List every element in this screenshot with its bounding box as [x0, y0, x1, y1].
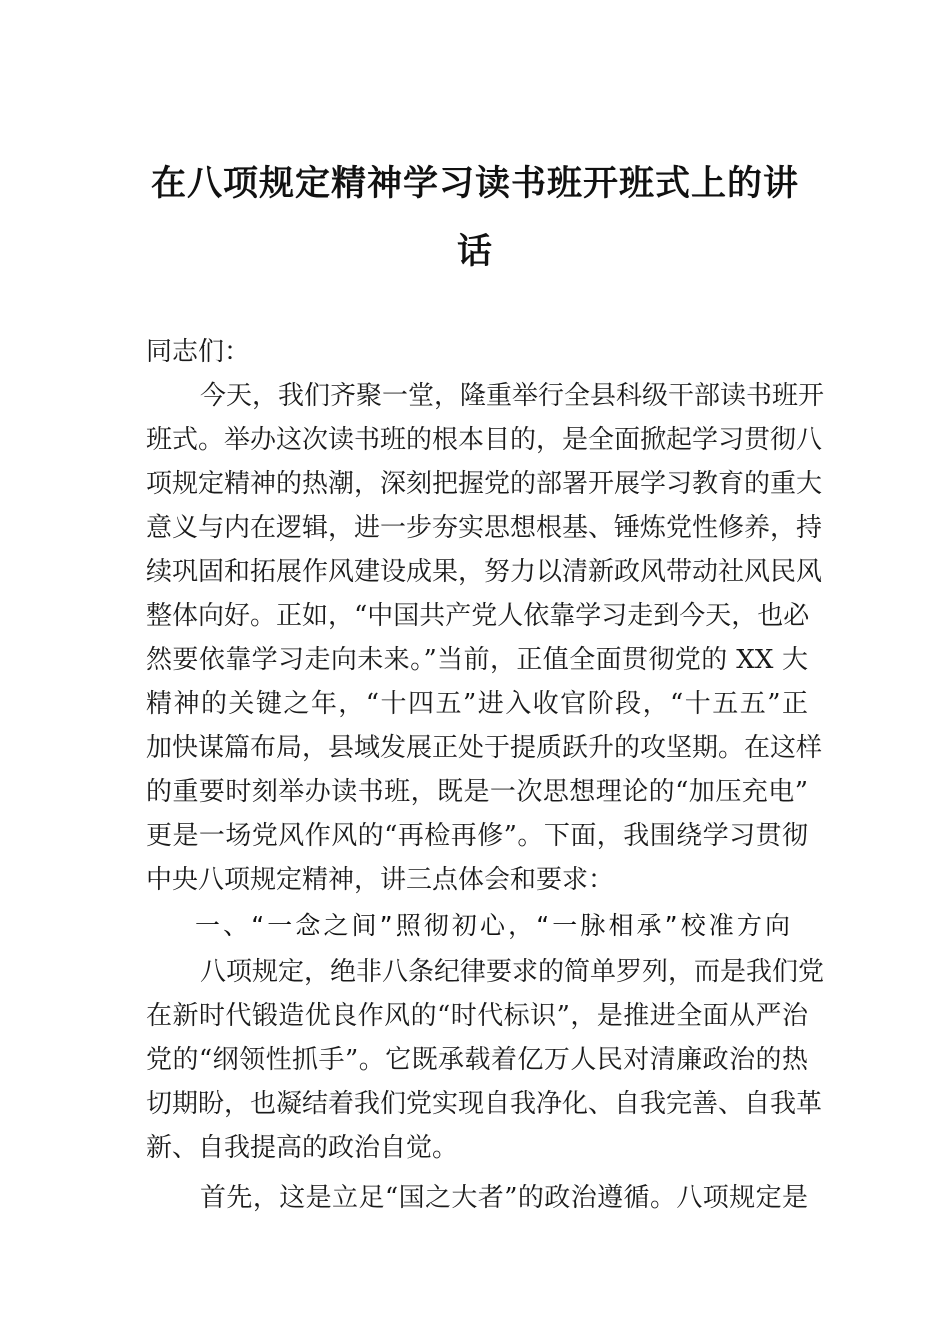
- paragraph-line: 然要依靠学习走向未来。”当前，正值全面贯彻党的 XX 大: [146, 645, 808, 675]
- paragraph-line: 今天，我们齐聚一堂，隆重举行全县科级干部读书班开: [200, 381, 825, 411]
- paragraph-line: 的重要时刻举办读书班，既是一次思想理论的“加压充电”: [146, 777, 808, 807]
- paragraph-line: 切期盼，也凝结着我们党实现自我净化、自我完善、自我革: [146, 1089, 823, 1119]
- paragraph-line: 更是一场党风作风的“再检再修”。下面，我围绕学习贯彻: [146, 821, 808, 851]
- paragraph-line: 八项规定，绝非八条纪律要求的简单罗列，而是我们党: [200, 957, 825, 987]
- salutation: 同志们：: [146, 337, 251, 367]
- document-title-line-1: 在八项规定精神学习读书班开班式上的讲: [150, 164, 799, 204]
- paragraph-line: 新、自我提高的政治自觉。: [146, 1133, 459, 1163]
- paragraph-line: 精神的关键之年，“十四五”进入收官阶段，“十五五”正: [146, 689, 808, 719]
- paragraph-line: 党的“纲领性抓手”。它既承载着亿万人民对清廉政治的热: [146, 1045, 808, 1075]
- paragraph-line: 整体向好。正如，“中国共产党人依靠学习走到今天，也必: [146, 601, 810, 631]
- paragraph-line: 续巩固和拓展作风建设成果，努力以清新政风带动社风民风: [146, 557, 823, 587]
- section-heading-1: 一、“一念之间”照彻初心，“一脉相承”校准方向: [195, 911, 790, 940]
- document-title-line-2: 话: [456, 232, 493, 272]
- paragraph-line: 项规定精神的热潮，深刻把握党的部署开展学习教育的重大: [146, 469, 823, 499]
- paragraph-line: 在新时代锻造优良作风的“时代标识”，是推进全面从严治: [146, 1001, 808, 1031]
- paragraph-line: 加快谋篇布局，县域发展正处于提质跃升的攻坚期。在这样: [146, 733, 823, 763]
- paragraph-line: 意义与内在逻辑，进一步夯实思想根基、锤炼党性修养，持: [146, 513, 823, 543]
- paragraph-line: 首先，这是立足“国之大者”的政治遵循。八项规定是: [200, 1183, 808, 1213]
- paragraph-line: 班式。举办这次读书班的根本目的，是全面掀起学习贯彻八: [146, 425, 823, 455]
- paragraph-line: 中央八项规定精神，讲三点体会和要求：: [146, 865, 615, 895]
